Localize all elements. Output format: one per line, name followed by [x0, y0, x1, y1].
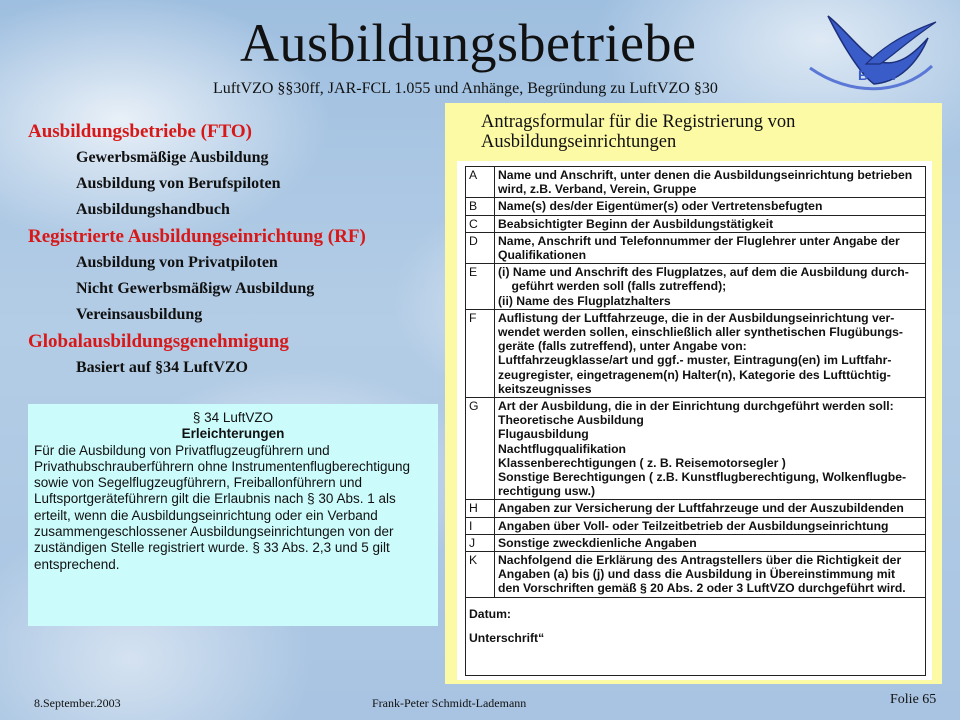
infobox-title: § 34 LuftVZO	[192, 410, 274, 425]
form-row-b	[466, 198, 926, 215]
form-title-line: Ausbildungseinrichtungen	[481, 132, 677, 152]
svg-text:BWLV: BWLV	[858, 67, 899, 83]
form-row-key: H	[466, 500, 495, 517]
outline-item: Gewerbsmäßige Ausbildung	[76, 149, 269, 166]
form-row-line: keitszeugnisses	[498, 381, 592, 396]
form-row-line: Name, Anschrift und Telefonnummer der Fluglehrer unter Angabe der	[498, 233, 900, 248]
form-row-text	[495, 517, 926, 534]
luftvzo-34-infobox	[28, 404, 438, 626]
form-title	[481, 112, 795, 152]
footer-author: Frank-Peter Schmidt-Lademann	[372, 696, 527, 710]
form-sheet	[457, 161, 932, 680]
form-row-a	[466, 167, 926, 198]
form-row-line: Qualifikationen	[498, 248, 587, 263]
form-row-line: geräte (falls zutreffend), unter Angabe von:	[498, 339, 747, 354]
infobox-body: Für die Ausbildung von Privatflugzeugführern und Privathubschrauberführern ohne Instrumentenflugberechtigung sowie von Segelflugzeugführern, Freiballonführern und Luftsportgeräteführern gilt die Erlaubnis nach § 30 Abs. 1 als erteilt, wenn die Ausbildungseinrichtung oder ein Verband zusammengeschlossener Ausbildungseinrichtungen von der zuständigen Stelle registriert wurde. § 33 Abs. 2,3 und 5 gilt entsprechend.	[34, 442, 410, 572]
form-row-h	[466, 500, 926, 517]
form-row-line: Auflistung der Luftfahrzeuge, die in der Ausbildungseinrichtung ver-	[498, 310, 895, 325]
form-row-key: A	[466, 167, 495, 198]
footer-folio: Folie 65	[890, 692, 937, 707]
outline-item: Ausbildungshandbuch	[76, 201, 230, 218]
left-outline	[28, 118, 448, 381]
datum-label: Datum:	[469, 606, 511, 621]
form-row-line: Theoretische Ausbildung	[498, 413, 644, 428]
form-row-text	[495, 398, 926, 500]
form-row-line: (i) Name und Anschrift des Flugplatzes, auf dem die Ausbildung durch-	[498, 265, 909, 280]
unterschrift-label: Unterschrift“	[469, 630, 545, 645]
form-row-line: (ii) Name des Flugplatzhalters	[498, 293, 671, 308]
form-row-line: Beabsichtigter Beginn der Ausbildungstätigkeit	[498, 216, 774, 231]
form-row-f	[466, 309, 926, 397]
form-row-text	[495, 232, 926, 263]
form-row-key: E	[466, 264, 495, 310]
form-row-key: F	[466, 309, 495, 397]
form-row-line: zeugregister, eingetragenem(n) Halter(n), Kategorie des Lufttüchtig-	[498, 367, 891, 382]
form-row-text	[495, 264, 926, 310]
form-row-line: Art der Ausbildung, die in der Einrichtung durchgeführt werden soll:	[498, 399, 894, 414]
form-row-text	[495, 500, 926, 517]
outline-item: Basiert auf §34 LuftVZO	[76, 359, 248, 376]
form-row-j	[466, 534, 926, 551]
form-row-line: Sonstige zweckdienliche Angaben	[498, 535, 697, 550]
form-row-line: Name und Anschrift, unter denen die Ausbildungseinrichtung betrieben	[498, 168, 913, 182]
form-row-line: Sonstige Berechtigungen ( z.B. Kunstflugberechtigung, Wolkenflugbe-	[498, 470, 907, 485]
form-row-line: rechtigung usw.)	[498, 484, 596, 499]
form-row-line: Name(s) des/der Eigentümer(s) oder Vertretensbefugten	[498, 199, 823, 214]
application-form-table	[465, 166, 926, 676]
form-row-line: Nachfolgend die Erklärung des Antragstellers über die Richtigkeit der	[498, 553, 902, 568]
form-row-line: wird, z.B. Verband, Verein, Gruppe	[498, 182, 697, 197]
form-row-i	[466, 517, 926, 534]
form-row-line: wendet werden sollen, einschließlich aller synthetischen Flugübungs-	[498, 325, 903, 340]
form-row-key: I	[466, 517, 495, 534]
outline-item: Nicht Gewerbsmäßigw Ausbildung	[76, 280, 315, 297]
form-row-line: Luftfahrzeugklasse/art und ggf.- muster, Eintragung(en) im Luftfahr-	[498, 353, 892, 368]
form-row-key: K	[466, 552, 495, 598]
outline-heading-fto: Ausbildungsbetriebe (FTO)	[28, 121, 252, 142]
form-row-line: Angaben zur Versicherung der Luftfahrzeuge und der Auszubildenden	[498, 501, 904, 516]
form-row-key: G	[466, 398, 495, 500]
footer-date: 8.September.2003	[34, 696, 121, 710]
form-row-text	[495, 167, 926, 198]
form-row-text	[495, 309, 926, 397]
form-row-text	[495, 552, 926, 598]
form-row-line: Angaben über Voll- oder Teilzeitbetrieb der Ausbildungseinrichtung	[498, 518, 889, 533]
outline-item: Vereinsausbildung	[76, 306, 203, 323]
form-row-line: geführt werden soll (falls zutreffend);	[498, 279, 727, 294]
bwlv-logo-icon	[800, 4, 940, 104]
form-row-line: den Vorschriften gemäß § 20 Abs. 2 oder 3 LuftVZO durchgeführt wird.	[498, 581, 906, 596]
signature-row	[466, 597, 926, 675]
form-row-line: Flugausbildung	[498, 427, 589, 442]
form-title-line: Antragsformular für die Registrierung von	[481, 112, 796, 132]
form-row-text	[495, 198, 926, 215]
page-title: Ausbildungsbetriebe	[240, 13, 697, 73]
form-row-text	[495, 215, 926, 232]
outline-item: Ausbildung von Berufspiloten	[76, 175, 281, 192]
form-row-e	[466, 264, 926, 310]
outline-heading-rf: Registrierte Ausbildungseinrichtung (RF)	[28, 226, 366, 247]
outline-item: Ausbildung von Privatpiloten	[76, 254, 278, 271]
form-row-line: Nachtflugqualifikation	[498, 441, 626, 456]
form-row-g	[466, 398, 926, 500]
form-row-key: D	[466, 232, 495, 263]
form-row-c	[466, 215, 926, 232]
form-row-text	[495, 534, 926, 551]
form-row-k	[466, 552, 926, 598]
form-row-key: C	[466, 215, 495, 232]
form-row-line: Klassenberechtigungen ( z. B. Reisemotorsegler )	[498, 455, 786, 470]
form-row-key: J	[466, 534, 495, 551]
form-panel	[445, 103, 942, 684]
infobox-subtitle: Erleichterungen	[181, 426, 285, 442]
form-row-line: Angaben (a) bis (j) und dass die Ausbildung in Übereinstimmung mit	[498, 567, 896, 582]
page-subtitle: LuftVZO §§30ff, JAR-FCL 1.055 und Anhänge, Begründung zu LuftVZO §30	[213, 80, 718, 97]
form-row-d	[466, 232, 926, 263]
outline-heading-global: Globalausbildungsgenehmigung	[28, 331, 289, 352]
form-row-key: B	[466, 198, 495, 215]
